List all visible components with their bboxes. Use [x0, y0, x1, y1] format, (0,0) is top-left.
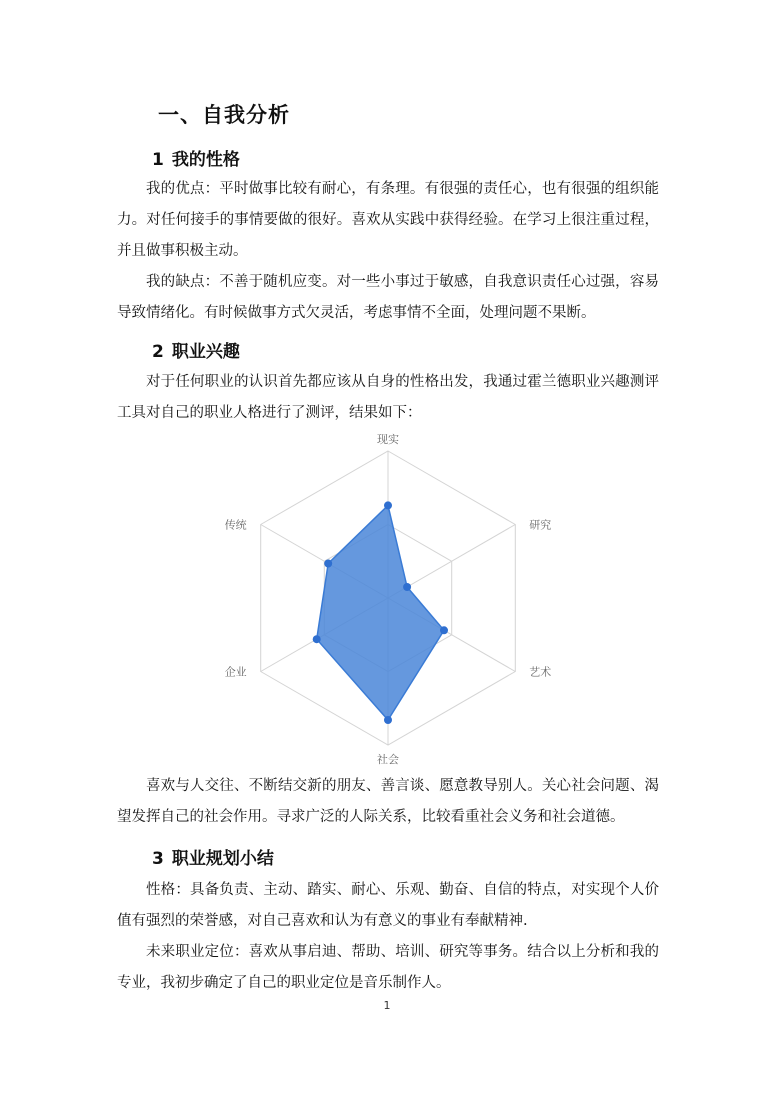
radar-axis-label: 传统 — [224, 518, 247, 532]
radar-data-point — [324, 560, 332, 568]
subsection-number: 2 — [152, 342, 164, 362]
radar-data-point — [384, 501, 392, 509]
paragraph-weaknesses: 我的缺点：不善于随机应变。对一些小事过于敏感，自我意识责任心过强，容易导致情绪化。有时候做事方式欠灵活，考虑事情不全面，处理问题不果断。 — [117, 274, 659, 321]
section-heading: 一、自我分析 — [158, 103, 290, 127]
paragraph-strengths: 我的优点：平时做事比较有耐心，有条理。有很强的责任心，也有很强的组织能力。对任何接手的事情要做的很好。喜欢从实践中获得经验。在学习上很注重过程，并且做事积极主动。 — [117, 181, 659, 259]
radar-chart — [208, 428, 570, 770]
paragraph-social-traits: 喜欢与人交往、不断结交新的朋友、善言谈、愿意教导别人。关心社会问题、渴望发挥自己的社会作用。寻求广泛的人际关系，比较看重社会义务和社会道德。 — [117, 778, 659, 825]
radar-chart-svg — [208, 428, 570, 770]
radar-data-point — [403, 583, 411, 591]
subsection-title: 职业规划小结 — [171, 849, 274, 869]
subsection-number: 1 — [152, 150, 164, 170]
radar-axis-label: 艺术 — [529, 665, 552, 679]
subsection-title: 我的性格 — [171, 150, 240, 170]
subsection-title: 职业兴趣 — [171, 342, 240, 362]
subsection-number: 3 — [152, 849, 164, 869]
paragraph-career-positioning: 未来职业定位：喜欢从事启迪、帮助、培训、研究等事务。结合以上分析和我的专业，我初步确定了自己的职业定位是音乐制作人。 — [117, 944, 659, 991]
radar-axis-label: 企业 — [224, 665, 247, 679]
radar-data-point — [313, 635, 321, 643]
subsection-heading-personality — [152, 145, 240, 170]
radar-axis-label: 社会 — [377, 753, 399, 766]
radar-axis-label: 研究 — [529, 518, 552, 532]
radar-data-point — [384, 716, 392, 724]
radar-data-point — [440, 626, 448, 634]
paragraph-character: 性格：具备负责、主动、踏实、耐心、乐观、勤奋、自信的特点，对实现个人价值有强烈的荣誉感，对自己喜欢和认为有意义的事业有奉献精神. — [117, 882, 659, 929]
subsection-heading-summary — [152, 844, 274, 869]
page-number: 1 — [383, 999, 391, 1012]
radar-axis-label: 现实 — [377, 433, 399, 446]
subsection-heading-career-interest — [152, 337, 240, 362]
paragraph-assessment-intro: 对于任何职业的认识首先都应该从自身的性格出发，我通过霍兰德职业兴趣测评工具对自己的职业人格进行了测评，结果如下： — [117, 374, 659, 421]
radar-data-area — [317, 505, 444, 720]
